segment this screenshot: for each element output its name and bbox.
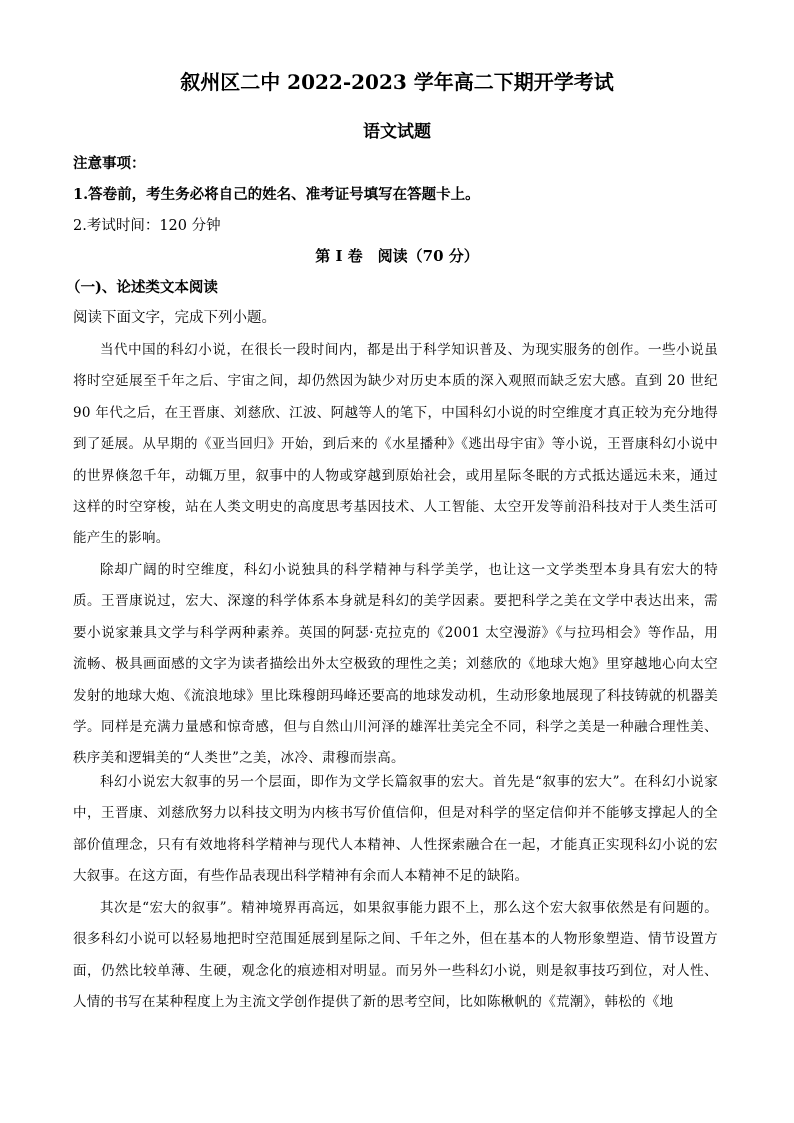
article-paragraph: 除却广阔的时空维度，科幻小说独具的科学精神与科学美学，也让这一文学类型本身具有宏大的特质。王晋康说过，宏大、深邃的科学体系本身就是科幻的美学因素。要把科学之美在文学中表达出来，需要小说家兼具文学与科学两种素养。英国的阿瑟·克拉克的《2001 太空漫游》《与拉玛相会》等作品，用流畅、极具画面感的文字为读者描绘出外太空极致的理性之美；刘慈欣的《地球大炮》里穿越地心向太空发射的地球大炮、《流浪地球》里比珠穆朗玛峰还要高的地球发动机，生动形象地展现了科技铸就的机器美学。同样是充满力量感和惊奇感，但与自然山川河泽的雄浑壮美完全不同，科学之美是一种融合理性美、秩序美和逻辑美的“人类世”之美，冰冷、肃穆而崇高。 [73, 562, 718, 767]
instruction-text: 阅读下面文字，完成下列小题。 [73, 310, 276, 326]
notice-item: 1.答卷前，考生务必将自己的姓名、准考证号填写在答题卡上。 [73, 186, 480, 203]
notice-heading: 注意事项： [73, 155, 146, 172]
article-paragraph: 其次是“宏大的叙事”。精神境界再高远，如果叙事能力跟不上，那么这个宏大叙事依然是有问题的。很多科幻小说可以轻易地把时空范围延展到星际之间、千年之外，但在基本的人物形象塑造、情节设置方面，仍然比较单薄、生硬，观念化的痕迹相对明显。而另外一些科幻小说，则是叙事技巧到位，对人性、人情的书写在某种程度上为主流文学创作提供了新的思考空间，比如陈楸帆的《荒潮》，韩松的《地 [73, 900, 718, 1011]
exam-subtitle: 语文试题 [363, 122, 431, 142]
article-paragraph: 科幻小说宏大叙事的另一个层面，即作为文学长篇叙事的宏大。首先是“叙事的宏大”。在科幻小说家中，王晋康、刘慈欣努力以科技文明为内核书写价值信仰，但是对科学的坚定信仰并不能够支撑起人的全部价值理念，只有有效地将科学精神与现代人本精神、人性探索融合在一起，才能真正实现科幻小说的宏大叙事。在这方面，有些作品表现出科学精神有余而人本精神不足的缺陷。 [73, 774, 718, 885]
part-heading: （一)、论述类文本阅读 [66, 279, 218, 296]
exam-title: 叙州区二中 2022-2023 学年高二下期开学考试 [180, 70, 614, 94]
section-title: 第 I 卷 阅读（70 分） [315, 247, 479, 265]
notice-item: 2.考试时间：120 分钟 [73, 218, 221, 234]
article-paragraph: 当代中国的科幻小说，在很长一段时间内，都是出于科学知识普及、为现实服务的创作。一些小说虽将时空延展至千年之后、宇宙之间，却仍然因为缺少对历史本质的深入观照而缺乏宏大感。直到 20 世纪 90 年代之后，在王晋康、刘慈欣、江波、阿越等人的笔下，中国科幻小说的时空维度才真正较为充分地得到了延展。从早期的《亚当回归》开始，到后来的《水星播种》《逃出母宇宙》等小说，王晋康科幻小说中的世界倏忽千年，动辄万里，叙事中的人物或穿越到原始社会，或用星际冬眠的方式抵达遥远未来，通过这样的时空穿梭，站在人类文明史的高度思考基因技术、人工智能、太空开发等前沿科技对于人类生活可能产生的影响。 [73, 342, 718, 547]
